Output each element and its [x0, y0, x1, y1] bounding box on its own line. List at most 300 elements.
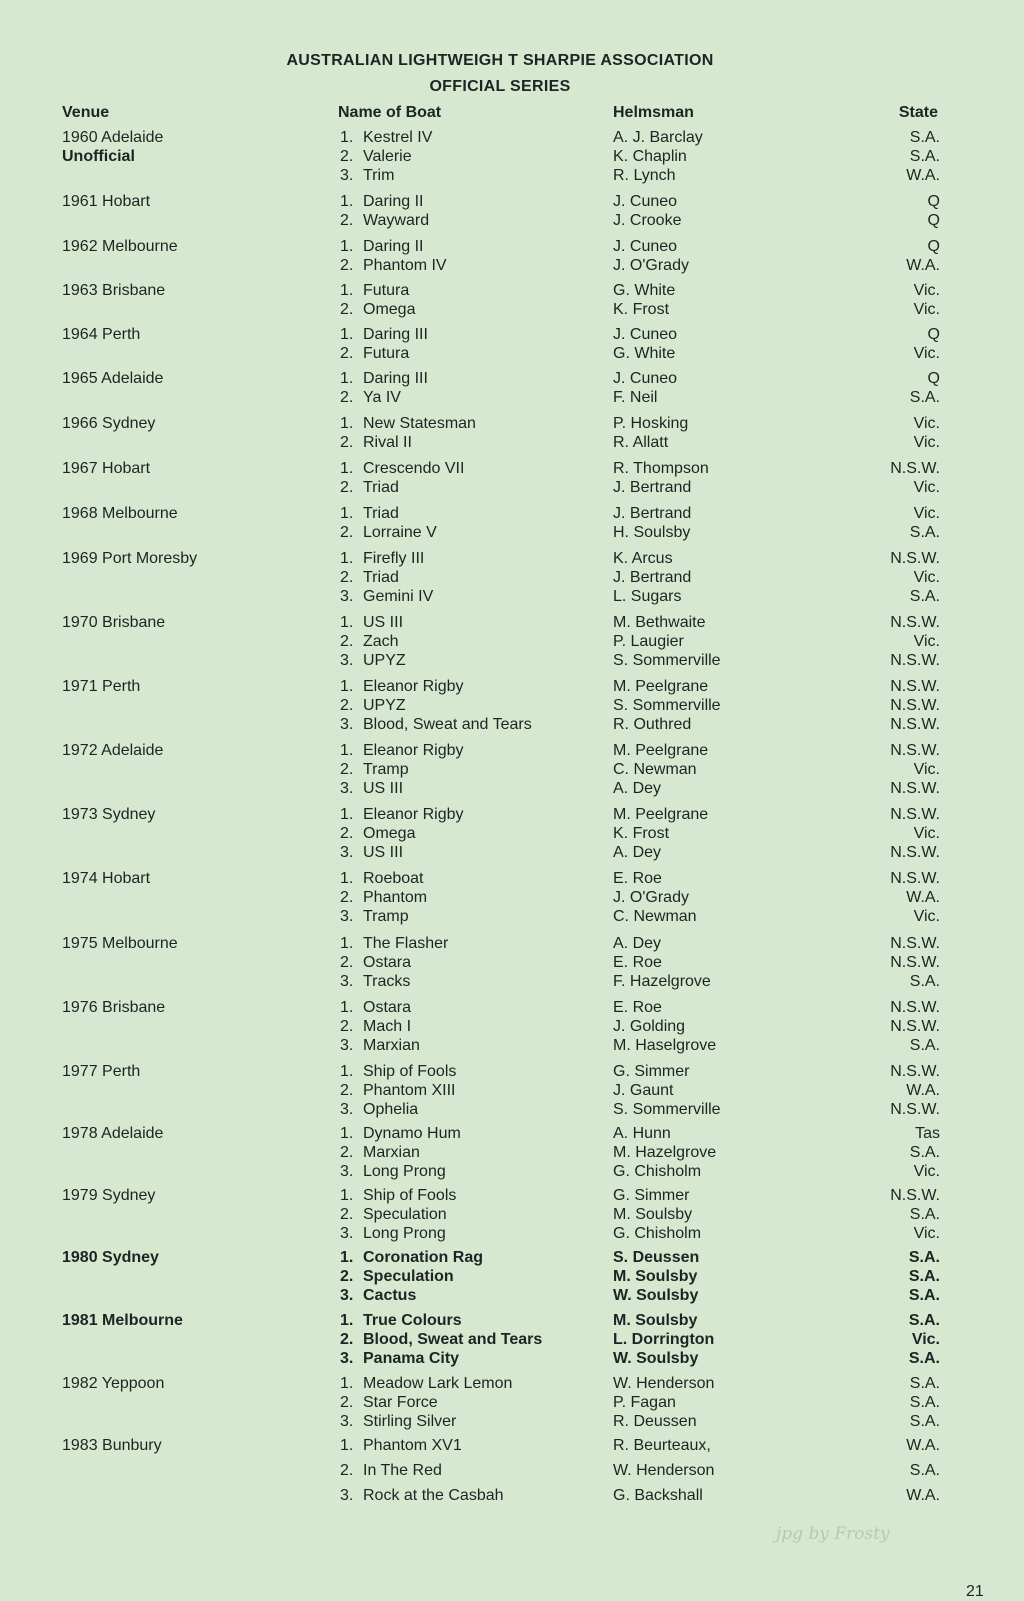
boat-name: Trim	[363, 167, 395, 184]
result-row	[0, 1186, 1024, 1205]
state-code: W.A.	[906, 889, 940, 906]
helmsman-name: J. Cuneo	[613, 238, 678, 255]
state-code: Vic.	[913, 301, 940, 318]
boat-name: Crescendo VII	[363, 460, 465, 477]
result-row	[0, 478, 1024, 497]
position-number: 2.	[340, 479, 354, 496]
venue-text: 1970 Brisbane	[62, 614, 166, 631]
position-number: 3.	[340, 1225, 354, 1242]
venue-text: 1975 Melbourne	[62, 935, 178, 952]
state-code: Vic.	[913, 415, 940, 432]
position-number: 1.	[340, 415, 354, 432]
state-code: Vic.	[911, 1331, 940, 1348]
state-code: W.A.	[906, 1437, 940, 1454]
state-code: N.S.W.	[890, 678, 940, 695]
helmsman-header: Helmsman	[613, 104, 694, 121]
venue-text: 1982 Yeppoon	[62, 1375, 165, 1392]
state-code: N.S.W.	[890, 1063, 940, 1080]
helmsman-name: W. Soulsby	[613, 1350, 699, 1367]
result-row	[0, 549, 1024, 568]
boat-name: Ship of Fools	[363, 1187, 457, 1204]
helmsman-name: R. Lynch	[613, 167, 676, 184]
helmsman-name: J. Cuneo	[613, 370, 678, 387]
result-row	[0, 1062, 1024, 1081]
state-code: Q	[927, 193, 940, 210]
state-code: S.A.	[909, 1144, 940, 1161]
boat-name: Gemini IV	[363, 588, 434, 605]
helmsman-name: P. Fagan	[613, 1394, 676, 1411]
state-code: N.S.W.	[890, 460, 940, 477]
result-row	[0, 166, 1024, 185]
state-code: N.S.W.	[890, 1018, 940, 1035]
position-number: 2.	[340, 569, 354, 586]
result-row	[0, 388, 1024, 407]
boat-name: Stirling Silver	[363, 1413, 457, 1430]
helmsman-name: M. Haselgrove	[613, 1037, 717, 1054]
helmsman-name: K. Arcus	[613, 550, 673, 567]
helmsman-name: M. Peelgrane	[613, 678, 709, 695]
venue-text: 1974 Hobart	[62, 870, 151, 887]
state-code: N.S.W.	[890, 697, 940, 714]
venue-text: 1960 Adelaide	[62, 129, 164, 146]
result-row	[0, 1124, 1024, 1143]
venue-header: Venue	[62, 104, 110, 121]
helmsman-name: S. Deussen	[613, 1249, 700, 1266]
state-code: N.S.W.	[890, 716, 940, 733]
position-number: 2.	[340, 1144, 354, 1161]
state-code: Vic.	[913, 345, 940, 362]
venue-text: 1978 Adelaide	[62, 1125, 164, 1142]
position-number: 1.	[340, 460, 354, 477]
position-number: 2.	[340, 1331, 354, 1348]
boat-name: Star Force	[363, 1394, 438, 1411]
venue-text: 1966 Sydney	[62, 415, 156, 432]
state-code: S.A.	[908, 1312, 940, 1329]
state-code: Vic.	[913, 1163, 940, 1180]
helmsman-name: C. Newman	[613, 761, 697, 778]
helmsman-name: R. Allatt	[613, 434, 669, 451]
state-code: N.S.W.	[890, 870, 940, 887]
position-number: 3.	[340, 908, 354, 925]
boat-name: Zach	[363, 633, 399, 650]
helmsman-name: M. Soulsby	[613, 1206, 693, 1223]
venue-text: 1968 Melbourne	[62, 505, 178, 522]
helmsman-name: J. Golding	[613, 1018, 686, 1035]
result-row	[0, 300, 1024, 319]
boat-name: Phantom IV	[363, 257, 447, 274]
boat-name: Panama City	[363, 1350, 460, 1367]
venue-text: 1980 Sydney	[62, 1249, 159, 1266]
boat-name: Long Prong	[363, 1225, 446, 1242]
state-code: Vic.	[913, 569, 940, 586]
venue-text: 1962 Melbourne	[62, 238, 178, 255]
helmsman-name: M. Soulsby	[613, 1312, 698, 1329]
boat-name: True Colours	[363, 1312, 462, 1329]
result-row	[0, 504, 1024, 523]
result-row	[0, 1248, 1024, 1267]
state-code: S.A.	[908, 1287, 940, 1304]
helmsman-name: M. Hazelgrove	[613, 1144, 717, 1161]
position-number: 2.	[340, 148, 354, 165]
state-code: S.A.	[908, 1350, 940, 1367]
boat-name: Roeboat	[363, 870, 424, 887]
venue-note: Unofficial	[62, 148, 135, 165]
boat-name: Firefly III	[363, 550, 425, 567]
state-code: Vic.	[913, 434, 940, 451]
helmsman-name: G. Simmer	[613, 1187, 690, 1204]
helmsman-name: S. Sommerville	[613, 697, 721, 714]
boat-name: Kestrel IV	[363, 129, 433, 146]
boat-name: Tracks	[363, 973, 411, 990]
position-number: 3.	[340, 780, 354, 797]
state-code: N.S.W.	[890, 999, 940, 1016]
state-code: S.A.	[909, 973, 940, 990]
result-row	[0, 1374, 1024, 1393]
helmsman-name: L. Dorrington	[613, 1331, 715, 1348]
state-code: Vic.	[913, 505, 940, 522]
result-row	[0, 1100, 1024, 1119]
position-number: 2.	[340, 761, 354, 778]
venue-text: 1964 Perth	[62, 326, 141, 343]
helmsman-name: R. Deussen	[613, 1413, 697, 1430]
result-row	[0, 741, 1024, 760]
helmsman-name: G. White	[613, 345, 676, 362]
result-row	[0, 1461, 1024, 1480]
position-number: 1.	[340, 193, 354, 210]
helmsman-name: E. Roe	[613, 999, 662, 1016]
helmsman-name: F. Neil	[613, 389, 658, 406]
position-number: 3.	[340, 1101, 354, 1118]
helmsman-name: E. Roe	[613, 954, 662, 971]
position-number: 1.	[340, 1375, 354, 1392]
venue-text: 1963 Brisbane	[62, 282, 166, 299]
state-code: Vic.	[913, 825, 940, 842]
state-code: S.A.	[909, 1375, 940, 1392]
state-code: N.S.W.	[890, 550, 940, 567]
helmsman-name: J. O'Grady	[613, 889, 689, 906]
result-row	[0, 433, 1024, 452]
venue-text: 1972 Adelaide	[62, 742, 164, 759]
venue-text: 1973 Sydney	[62, 806, 156, 823]
position-number: 1.	[340, 326, 354, 343]
boat-name: Triad	[363, 479, 399, 496]
position-number: 1.	[340, 614, 354, 631]
helmsman-name: A. Hunn	[613, 1125, 671, 1142]
position-number: 1.	[340, 806, 354, 823]
state-code: N.S.W.	[890, 742, 940, 759]
result-row	[0, 344, 1024, 363]
helmsman-name: S. Sommerville	[613, 652, 721, 669]
position-number: 2.	[340, 1462, 354, 1479]
result-row	[0, 1143, 1024, 1162]
result-row	[0, 1486, 1024, 1505]
position-number: 1.	[340, 935, 354, 952]
helmsman-name: J. Bertrand	[613, 569, 692, 586]
result-row	[0, 128, 1024, 147]
venue-text: 1981 Melbourne	[62, 1312, 183, 1329]
result-row	[0, 256, 1024, 275]
state-code: N.S.W.	[890, 780, 940, 797]
state-code: S.A.	[909, 1413, 940, 1430]
state-code: N.S.W.	[890, 1187, 940, 1204]
position-number: 1.	[340, 1249, 354, 1266]
boat-name: New Statesman	[363, 415, 476, 432]
state-code: N.S.W.	[890, 652, 940, 669]
position-number: 1.	[340, 129, 354, 146]
state-code: Vic.	[913, 282, 940, 299]
helmsman-name: R. Thompson	[613, 460, 709, 477]
boat-name: US III	[363, 844, 404, 861]
venue-text: 1967 Hobart	[62, 460, 151, 477]
result-row	[0, 237, 1024, 256]
helmsman-name: J. Cuneo	[613, 326, 678, 343]
boat-name: Tramp	[363, 761, 409, 778]
boat-name: Long Prong	[363, 1163, 446, 1180]
helmsman-name: J. Crooke	[613, 212, 682, 229]
result-row	[0, 715, 1024, 734]
result-row	[0, 459, 1024, 478]
result-row	[0, 824, 1024, 843]
position-number: 2.	[340, 1206, 354, 1223]
helmsman-name: K. Frost	[613, 301, 670, 318]
result-row	[0, 1286, 1024, 1305]
state-code: S.A.	[909, 389, 940, 406]
venue-text: 1977 Perth	[62, 1063, 141, 1080]
document-subtitle: OFFICIAL SERIES	[429, 78, 571, 95]
helmsman-name: C. Newman	[613, 908, 697, 925]
helmsman-name: W. Henderson	[613, 1375, 715, 1392]
state-code: N.S.W.	[890, 806, 940, 823]
state-code: N.S.W.	[890, 844, 940, 861]
result-row	[0, 1311, 1024, 1330]
result-row	[0, 1162, 1024, 1181]
position-number: 1.	[340, 505, 354, 522]
boat-name: Triad	[363, 505, 399, 522]
boat-name: Tramp	[363, 908, 409, 925]
helmsman-name: K. Chaplin	[613, 148, 687, 165]
position-number: 3.	[340, 973, 354, 990]
helmsman-name: J. Cuneo	[613, 193, 678, 210]
position-number: 3.	[340, 1163, 354, 1180]
position-number: 2.	[340, 697, 354, 714]
result-row	[0, 568, 1024, 587]
state-code: Vic.	[913, 1225, 940, 1242]
position-number: 2.	[340, 389, 354, 406]
position-number: 3.	[340, 844, 354, 861]
state-code: S.A.	[909, 1394, 940, 1411]
helmsman-name: G. White	[613, 282, 676, 299]
boat-name: UPYZ	[363, 652, 406, 669]
result-row	[0, 1017, 1024, 1036]
helmsman-name: A. Dey	[613, 780, 662, 797]
helmsman-name: F. Hazelgrove	[613, 973, 711, 990]
boat-header: Name of Boat	[338, 104, 442, 121]
result-row	[0, 760, 1024, 779]
state-code: S.A.	[909, 129, 940, 146]
helmsman-name: A. J. Barclay	[613, 129, 703, 146]
boat-name: Triad	[363, 569, 399, 586]
state-code: W.A.	[906, 257, 940, 274]
position-number: 1.	[340, 1187, 354, 1204]
position-number: 2.	[340, 954, 354, 971]
boat-name: Meadow Lark Lemon	[363, 1375, 513, 1392]
state-code: S.A.	[908, 1249, 940, 1266]
boat-name: Cactus	[363, 1287, 417, 1304]
helmsman-name: A. Dey	[613, 844, 662, 861]
position-number: 3.	[340, 1350, 354, 1367]
position-number: 3.	[340, 1037, 354, 1054]
result-row	[0, 972, 1024, 991]
result-row	[0, 907, 1024, 926]
result-row	[0, 998, 1024, 1017]
position-number: 3.	[340, 1487, 354, 1504]
result-row	[0, 953, 1024, 972]
state-code: Q	[927, 212, 940, 229]
venue-text: 1965 Adelaide	[62, 370, 164, 387]
result-row	[0, 523, 1024, 542]
boat-name: Wayward	[363, 212, 430, 229]
result-row	[0, 147, 1024, 166]
position-number: 2.	[340, 1268, 354, 1285]
state-header: State	[898, 104, 938, 121]
venue-text: 1971 Perth	[62, 678, 141, 695]
result-row	[0, 211, 1024, 230]
venue-text: 1961 Hobart	[62, 193, 151, 210]
helmsman-name: J. Gaunt	[613, 1082, 674, 1099]
boat-name: Phantom	[363, 889, 428, 906]
boat-name: Daring II	[363, 238, 424, 255]
helmsman-name: R. Outhred	[613, 716, 692, 733]
helmsman-name: M. Peelgrane	[613, 806, 709, 823]
position-number: 2.	[340, 212, 354, 229]
state-code: S.A.	[909, 1037, 940, 1054]
venue-text: 1983 Bunbury	[62, 1437, 162, 1454]
helmsman-name: A. Dey	[613, 935, 662, 952]
result-row	[0, 281, 1024, 300]
position-number: 3.	[340, 588, 354, 605]
boat-name: Futura	[363, 282, 410, 299]
result-row	[0, 934, 1024, 953]
boat-name: Speculation	[363, 1206, 447, 1223]
state-code: N.S.W.	[890, 935, 940, 952]
state-code: Q	[927, 370, 940, 387]
position-number: 3.	[340, 1413, 354, 1430]
position-number: 1.	[340, 282, 354, 299]
boat-name: UPYZ	[363, 697, 406, 714]
result-row	[0, 1330, 1024, 1349]
result-row	[0, 613, 1024, 632]
position-number: 2.	[340, 434, 354, 451]
result-row	[0, 805, 1024, 824]
state-code: S.A.	[909, 148, 940, 165]
boat-name: US III	[363, 780, 404, 797]
helmsman-name: S. Sommerville	[613, 1101, 721, 1118]
boat-name: Rock at the Casbah	[363, 1487, 504, 1504]
state-code: S.A.	[908, 1268, 940, 1285]
boat-name: Mach I	[363, 1018, 412, 1035]
venue-text: 1969 Port Moresby	[62, 550, 198, 567]
helmsman-name: J. Bertrand	[613, 505, 692, 522]
boat-name: Lorraine V	[363, 524, 437, 541]
boat-name: Eleanor Rigby	[363, 742, 464, 759]
result-row	[0, 192, 1024, 211]
helmsman-name: H. Soulsby	[613, 524, 691, 541]
state-code: Tas	[915, 1125, 940, 1142]
result-row	[0, 414, 1024, 433]
helmsman-name: G. Backshall	[613, 1487, 703, 1504]
state-code: W.A.	[906, 1082, 940, 1099]
result-row	[0, 779, 1024, 798]
position-number: 2.	[340, 345, 354, 362]
boat-name: Daring II	[363, 193, 424, 210]
state-code: S.A.	[909, 1206, 940, 1223]
helmsman-name: E. Roe	[613, 870, 662, 887]
state-code: W.A.	[906, 1487, 940, 1504]
boat-name: Phantom XIII	[363, 1082, 456, 1099]
helmsman-name: K. Frost	[613, 825, 670, 842]
boat-name: Marxian	[363, 1144, 420, 1161]
state-code: Vic.	[913, 908, 940, 925]
position-number: 1.	[340, 678, 354, 695]
result-row	[0, 696, 1024, 715]
position-number: 2.	[340, 825, 354, 842]
helmsman-name: G. Chisholm	[613, 1163, 702, 1180]
result-row	[0, 1436, 1024, 1455]
state-code: N.S.W.	[890, 614, 940, 631]
position-number: 2.	[340, 889, 354, 906]
helmsman-name: M. Soulsby	[613, 1268, 698, 1285]
boat-name: Ostara	[363, 954, 412, 971]
position-number: 2.	[340, 1018, 354, 1035]
state-code: Vic.	[913, 633, 940, 650]
position-number: 1.	[340, 238, 354, 255]
helmsman-name: P. Laugier	[613, 633, 684, 650]
position-number: 1.	[340, 999, 354, 1016]
result-row	[0, 1205, 1024, 1224]
position-number: 2.	[340, 257, 354, 274]
helmsman-name: L. Sugars	[613, 588, 682, 605]
boat-name: The Flasher	[363, 935, 449, 952]
boat-name: Marxian	[363, 1037, 420, 1054]
result-row	[0, 1393, 1024, 1412]
result-row	[0, 1036, 1024, 1055]
state-code: S.A.	[909, 1462, 940, 1479]
boat-name: Daring III	[363, 326, 428, 343]
document-title: AUSTRALIAN LIGHTWEIGH T SHARPIE ASSOCIATION	[286, 52, 714, 69]
result-row	[0, 888, 1024, 907]
boat-name: Phantom XV1	[363, 1437, 462, 1454]
boat-name: Speculation	[363, 1268, 454, 1285]
position-number: 1.	[340, 1063, 354, 1080]
position-number: 1.	[340, 370, 354, 387]
position-number: 3.	[340, 716, 354, 733]
result-row	[0, 1224, 1024, 1243]
boat-name: Coronation Rag	[363, 1249, 483, 1266]
helmsman-name: G. Chisholm	[613, 1225, 702, 1242]
position-number: 1.	[340, 870, 354, 887]
helmsman-name: M. Bethwaite	[613, 614, 706, 631]
position-number: 1.	[340, 742, 354, 759]
position-number: 2.	[340, 1082, 354, 1099]
result-row	[0, 369, 1024, 388]
result-row	[0, 677, 1024, 696]
page-number: 21	[966, 1583, 984, 1600]
position-number: 1.	[340, 1125, 354, 1142]
position-number: 2.	[340, 633, 354, 650]
helmsman-name: J. Bertrand	[613, 479, 692, 496]
state-code: Q	[927, 238, 940, 255]
boat-name: Ophelia	[363, 1101, 419, 1118]
